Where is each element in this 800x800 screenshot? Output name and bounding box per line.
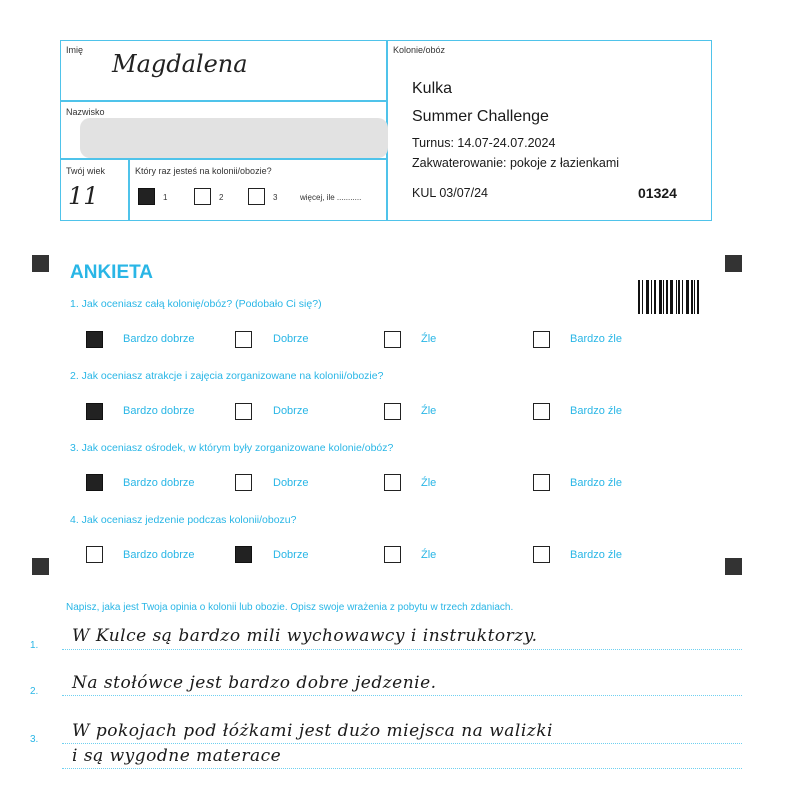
- q4-checkbox-zle[interactable]: [384, 546, 401, 563]
- q1-label-bardzo-dobrze: Bardzo dobrze: [123, 333, 195, 345]
- form-number: 01324: [638, 185, 677, 201]
- wiek-label: Twój wiek: [66, 166, 106, 176]
- answer-2[interactable]: Na stołówce jest bardzo dobre jedzenie.: [72, 673, 437, 693]
- q4-checkbox-bardzo-dobrze[interactable]: [86, 546, 103, 563]
- ktory-raz-checkbox-2[interactable]: [194, 188, 211, 205]
- imie-value[interactable]: Magdalena: [112, 50, 248, 78]
- wiek-value[interactable]: 11: [68, 182, 99, 210]
- q3-checkbox-bardzo-dobrze[interactable]: [86, 474, 103, 491]
- question-3: 3. Jak oceniasz ośrodek, w którym były zorganizowane kolonie/obóz?: [70, 442, 394, 454]
- q4-checkbox-bardzo-zle[interactable]: [533, 546, 550, 563]
- q4-label-bardzo-dobrze: Bardzo dobrze: [123, 549, 195, 561]
- kolonia-label: Kolonie/obóz: [393, 45, 446, 55]
- answer-line-1: [62, 649, 742, 650]
- q4-label-dobrze: Dobrze: [273, 549, 309, 561]
- ktory-raz-checkbox-3[interactable]: [248, 188, 265, 205]
- turnus: Turnus: 14.07-24.07.2024: [412, 136, 556, 150]
- q2-checkbox-dobrze[interactable]: [235, 403, 252, 420]
- line-number-1: 1.: [30, 640, 39, 651]
- survey-title: ANKIETA: [70, 262, 154, 283]
- q1-checkbox-zle[interactable]: [384, 331, 401, 348]
- q1-checkbox-dobrze[interactable]: [235, 331, 252, 348]
- q3-label-bardzo-zle: Bardzo źle: [570, 477, 622, 489]
- q3-label-dobrze: Dobrze: [273, 477, 309, 489]
- q1-checkbox-bardzo-zle[interactable]: [533, 331, 550, 348]
- q2-label-bardzo-dobrze: Bardzo dobrze: [123, 405, 195, 417]
- q4-label-zle: Źle: [421, 549, 437, 561]
- ktory-raz-label: Który raz jesteś na kolonii/obozie?: [135, 166, 272, 176]
- answer-line-4: [62, 768, 742, 769]
- answer-3-continued[interactable]: i są wygodne materace: [72, 746, 282, 766]
- camp-code: KUL 03/07/24: [412, 186, 488, 200]
- zakwaterowanie: Zakwaterowanie: pokoje z łazienkami: [412, 156, 620, 170]
- ktory-raz-option-more: więcej, ile ...........: [300, 193, 362, 202]
- nazwisko-label: Nazwisko: [66, 107, 105, 117]
- ktory-raz-option-1: 1: [163, 193, 168, 202]
- q2-label-bardzo-zle: Bardzo źle: [570, 405, 622, 417]
- camp-subtitle: Summer Challenge: [412, 108, 549, 125]
- ktory-raz-checkbox-1[interactable]: [138, 188, 155, 205]
- q1-checkbox-bardzo-dobrze[interactable]: [86, 331, 103, 348]
- barcode: [638, 280, 699, 314]
- camp-name: Kulka: [412, 80, 453, 97]
- q1-label-zle: Źle: [421, 333, 437, 345]
- q2-checkbox-bardzo-dobrze[interactable]: [86, 403, 103, 420]
- q3-checkbox-dobrze[interactable]: [235, 474, 252, 491]
- q3-checkbox-zle[interactable]: [384, 474, 401, 491]
- q2-label-zle: Źle: [421, 405, 437, 417]
- q2-label-dobrze: Dobrze: [273, 405, 309, 417]
- q3-label-zle: Źle: [421, 477, 437, 489]
- q2-checkbox-bardzo-zle[interactable]: [533, 403, 550, 420]
- ktory-raz-option-3: 3: [273, 193, 278, 202]
- q4-checkbox-dobrze[interactable]: [235, 546, 252, 563]
- opinion-prompt: Napisz, jaka jest Twoja opinia o kolonii lub obozie. Opisz swoje wrażenia z pobytu w trzech zdaniach.: [66, 602, 514, 613]
- answer-3[interactable]: W pokojach pod łóżkami jest dużo miejsca na walizki: [72, 721, 553, 741]
- corner-marker-top-right: [725, 255, 742, 272]
- line-number-3: 3.: [30, 734, 39, 745]
- corner-marker-bottom-right: [725, 558, 742, 575]
- question-4: 4. Jak oceniasz jedzenie podczas kolonii/obozu?: [70, 514, 297, 526]
- line-number-2: 2.: [30, 686, 39, 697]
- corner-marker-bottom-left: [32, 558, 49, 575]
- answer-line-3: [62, 743, 742, 744]
- question-1: 1. Jak oceniasz całą kolonię/obóz? (Podobało Ci się?): [70, 298, 322, 310]
- q2-checkbox-zle[interactable]: [384, 403, 401, 420]
- q4-label-bardzo-zle: Bardzo źle: [570, 549, 622, 561]
- corner-marker-top-left: [32, 255, 49, 272]
- nazwisko-redaction: [80, 118, 388, 158]
- q3-checkbox-bardzo-zle[interactable]: [533, 474, 550, 491]
- question-2: 2. Jak oceniasz atrakcje i zajęcia zorganizowane na kolonii/obozie?: [70, 370, 384, 382]
- answer-1[interactable]: W Kulce są bardzo mili wychowawcy i instruktorzy.: [72, 626, 538, 646]
- ktory-raz-option-2: 2: [219, 193, 224, 202]
- answer-line-2: [62, 695, 742, 696]
- q1-label-dobrze: Dobrze: [273, 333, 309, 345]
- q3-label-bardzo-dobrze: Bardzo dobrze: [123, 477, 195, 489]
- q1-label-bardzo-zle: Bardzo źle: [570, 333, 622, 345]
- imie-label: Imię: [66, 45, 84, 55]
